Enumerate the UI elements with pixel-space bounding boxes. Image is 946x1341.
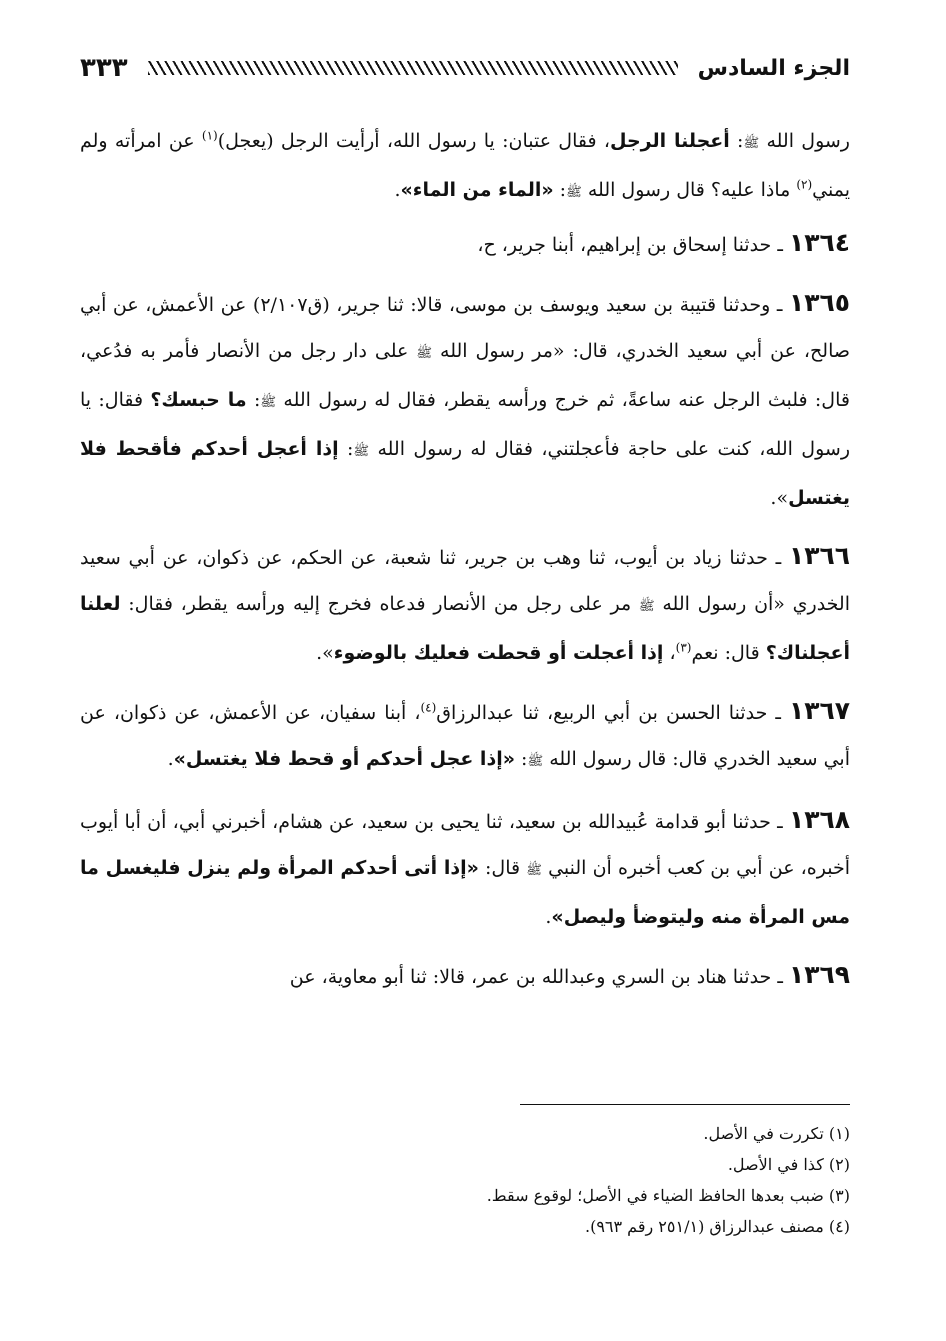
hadith-number: ١٣٦٦ (788, 541, 850, 570)
bold-quote: ما حبسك؟ (150, 389, 247, 411)
text-run: فقال: يا رسول الله، كنت على حاجة فأعجلتني، فقال له رسول الله (80, 389, 850, 460)
running-title: الجزء السادس (697, 55, 850, 81)
text-run: ماذا عليه؟ قال رسول الله (581, 179, 797, 201)
footnotes (80, 1118, 850, 1242)
salutation-glyph: ﷺ (260, 395, 277, 410)
text-run: : (246, 389, 261, 411)
footnote-4: (٤) مصنف عبدالرزاق (٢٥١/١ رقم ٩٦٣). (584, 1217, 850, 1236)
salutation-glyph: ﷺ (527, 754, 544, 769)
bold-quote: «إذا عجل أحدكم أو قحط فلا يغتسل» (173, 748, 515, 770)
footnote-marker: (١) (201, 128, 218, 143)
header-rule (148, 61, 678, 75)
text-run: : (553, 179, 567, 201)
text-run: رسول الله (759, 130, 850, 152)
text-run: مر على رجل من الأنصار فدعاه فخرج إليه ورأسه يقطر، فقال: (120, 593, 639, 615)
text-run: عن امرأته ولم يمني (80, 130, 850, 201)
text-run: ، أبنا سفيان، عن الأعمش، عن ذكوان، عن أبي سعيد الخدري قال: قال رسول الله (80, 702, 850, 770)
text-run: : (338, 438, 354, 460)
hadith-1365 (80, 280, 850, 521)
bold-quote: «إذا أتى أحدكم المرأة ولم ينزل فليغسل ما مس المرأة منه وليتوضأ وليصل» (80, 857, 850, 928)
hadith-number: ١٣٦٨ (788, 805, 850, 834)
hadith-number: ١٣٦٤ (788, 228, 850, 257)
hadith-1364 (80, 220, 850, 268)
salutation-glyph: ﷺ (566, 185, 582, 200)
text-run: ـ حدثنا إسحاق بن إبراهيم، أبنا جرير، ح، (477, 234, 789, 256)
footnote-1: (١) تكررت في الأصل. (703, 1124, 850, 1143)
text-run: ـ حدثنا هناد بن السري وعبدالله بن عمر، قالا: ثنا أبو معاوية، عن (289, 966, 789, 988)
text-run: قال: نعم (691, 642, 766, 664)
text-run: ـ حدثنا الحسن بن أبي الربيع، ثنا عبدالرزاق (436, 702, 789, 724)
text-run: : (729, 130, 744, 152)
text-run: . (167, 748, 174, 770)
text-run: ». (316, 642, 334, 664)
bold-quote: إذا أعجل أحدكم فأقحط فلا يغتسل (80, 438, 850, 509)
page-header (80, 44, 850, 92)
salutation-glyph: ﷺ (526, 863, 542, 878)
footnote-marker: (٤) (420, 700, 437, 715)
text-run: ـ وحدثنا قتيبة بن سعيد ويوسف بن موسى، قالا: ثنا جرير، (ق٢/١٠٧) عن الأعمش، عن أبي صالح، عن أبي سعيد الخدري، قال: «مر رسول الله (80, 294, 851, 362)
bold-quote: لعلنا أعجلناك؟ (80, 593, 850, 664)
text-run: . (545, 906, 552, 928)
footnote-marker: (٣) (675, 640, 692, 655)
hadith-number: ١٣٦٩ (788, 960, 850, 989)
page-body (80, 118, 850, 1012)
salutation-glyph: ﷺ (416, 346, 433, 361)
bold-quote: أعجلنا الرجل (610, 130, 730, 152)
hadith-1368 (80, 797, 850, 940)
hadith-number: ١٣٦٧ (788, 696, 850, 725)
footnote-marker: (٢) (796, 177, 813, 192)
salutation-glyph: ﷺ (638, 599, 655, 614)
text-run: ـ حدثنا أبو قدامة عُبيدالله بن سعيد، ثنا يحيى بن سعيد، عن هشام، أخبرني أبي، أن أبا أيوب أخبره، عن أبي بن كعب أخبره أن النبي (80, 811, 850, 879)
footnote-2: (٢) كذا في الأصل. (727, 1155, 850, 1174)
hadith-1367 (80, 688, 850, 785)
hadith-number: ١٣٦٥ (788, 288, 850, 317)
text-run: : (514, 748, 528, 770)
hadith-1369 (80, 952, 850, 1000)
text-run: ، (663, 642, 676, 664)
text-run: قال: (478, 857, 527, 879)
bold-quote: «الماء من الماء» (400, 179, 554, 201)
salutation-glyph: ﷺ (743, 136, 760, 151)
text-run: ». (770, 487, 789, 509)
bold-quote: إذا أعجلت أو قحطت فعليك بالوضوء (333, 642, 664, 664)
text-run: . (394, 179, 401, 201)
page-number: ٣٣٣ (80, 53, 128, 83)
footnote-3: (٣) ضبب بعدها الحافظ الضياء في الأصل؛ لوقوع سقط. (486, 1186, 850, 1205)
text-run: ، فقال عتبان: يا رسول الله، أرأيت الرجل (يعجل) (217, 130, 610, 152)
text-run: على دار رجل من الأنصار فأمر به فدُعي، قال: فلبث الرجل عنه ساعةً، ثم خرج ورأسه يقطر، فقال له رسول الله (80, 340, 850, 411)
paragraph-continued (80, 118, 850, 216)
salutation-glyph: ﷺ (353, 444, 370, 459)
footnote-separator (520, 1104, 850, 1105)
text-run: ـ حدثنا زياد بن أيوب، ثنا وهب بن جرير، ثنا شعبة، عن الحكم، عن ذكوان، عن أبي سعيد الخدري «أن رسول الله (80, 547, 850, 615)
hadith-1366 (80, 533, 850, 676)
